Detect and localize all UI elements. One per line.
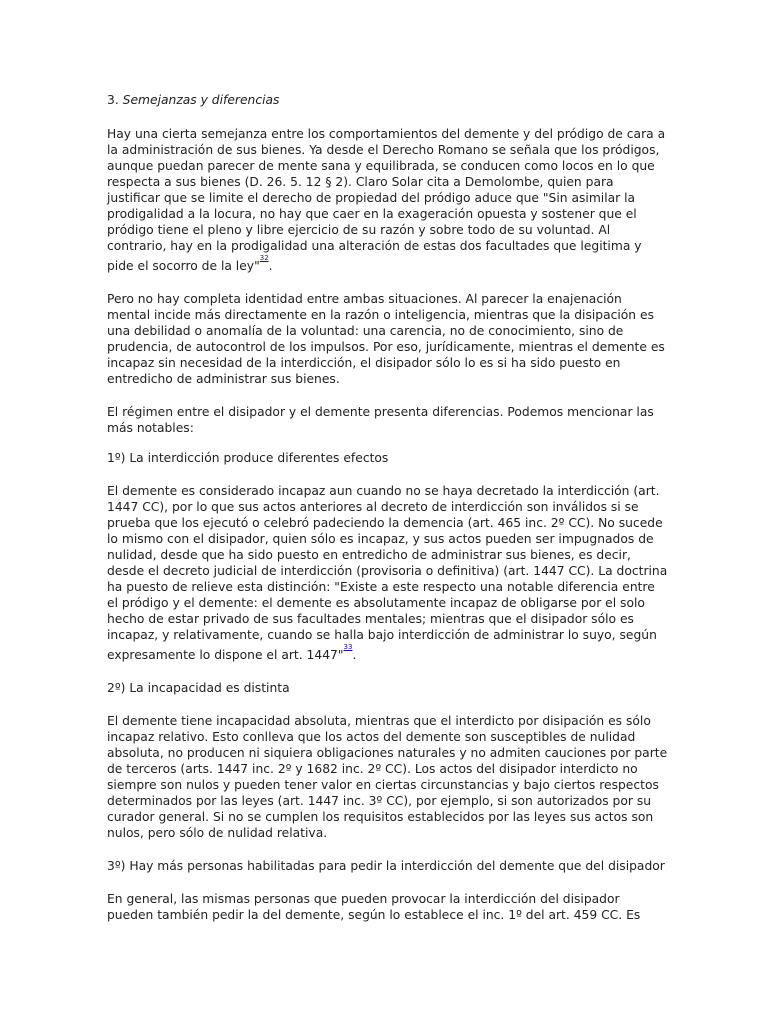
paragraph-4-end: .: [352, 648, 357, 663]
subheading-1: 1º) La interdicción produce diferentes efectos: [107, 451, 389, 466]
subheading-3: 3º) Hay más personas habilitadas para pedir la interdicción del demente que del disipador: [107, 859, 665, 874]
paragraph-4-text: El demente es considerado incapaz aun cuando no se haya decretado la interdicción (art. 1447 CC), por lo que sus actos anteriores al decreto de interdicción son inválidos si se prueba que los ejecutó o celebró padeciendo la demencia (art. 465 inc. 2º CC). No sucede lo mismo con el disipador, quien sólo es incapaz, y sus actos pueden ser impugnados de nulidad, desde que ha sido puesto en entredicho de administrar sus bienes, es decir, desde el decreto judicial de interdicción (provisoria o definitiva) (art. 1447 CC). La doctrina ha puesto de relieve esta distinción: "Existe a este respecto una notable diferencia entre el pródigo y el demente: el demente es absolutamente incapaz de obligarse por el solo hecho de estar privado de sus facultades mentales; mientras que el disipador sólo es incapaz, y relativamente, cuando se halla bajo interdicción de administrar lo suyo, según expresamente lo dispone el art. 1447": [107, 484, 668, 663]
paragraph-1-text: Hay una cierta semejanza entre los comportamientos del demente y del pródigo de cara a la administración de sus bienes. Ya desde el Derecho Romano se señala que los pródigos, aunque puedan parecer de mente sana y equilibrada, se conducen como locos en lo que respecta a sus bienes (D. 26. 5. 12 § 2). Claro Solar cita a Demolombe, quien para justificar que se limite el derecho de propiedad del pródigo aduce que "Sin asimilar la prodigalidad a la locura, no hay que caer en la exageración opuesta y sostener que el pródigo tiene el pleno y libre ejercicio de su razón y sobre todo de su voluntad. Al contrario, hay en la prodigalidad una alteración de estas dos facultades que legitima y pide el socorro de la ley": [107, 127, 666, 274]
footnote-link-32[interactable]: 32: [259, 254, 269, 262]
section-title: Semejanzas y diferencias: [122, 93, 280, 107]
paragraph-2: Pero no hay completa identidad entre ambas situaciones. Al parecer la enajenación mental incide más directamente en la razón o inteligencia, mientras que la disipación es una debilidad o anomalía de la voluntad: una carencia, no de conocimiento, sino de prudencia, de autocontrol de los impulsos. Por eso, jurídicamente, mientras el demente es incapaz sin necesidad de la interdicción, el disipador sólo lo es si ha sido puesto en entredicho de administrar sus bienes.: [107, 292, 665, 387]
section-number: 3.: [107, 93, 119, 107]
paragraph-3: El régimen entre el disipador y el demente presenta diferencias. Podemos mencionar las más notables:: [107, 405, 654, 436]
paragraph-4: [107, 483, 668, 663]
footnote-link-33[interactable]: 33: [343, 643, 353, 652]
paragraph-6: En general, las mismas personas que pueden provocar la interdicción del disipador pueden también pedir la del demente, según lo establece el inc. 1º del art. 459 CC. Es: [107, 892, 641, 923]
paragraph-1: [107, 126, 668, 274]
paragraph-1-end: .: [268, 259, 273, 274]
section-heading: [107, 92, 668, 108]
paragraph-5: El demente tiene incapacidad absoluta, mientras que el interdicto por disipación es sólo incapaz relativo. Esto conlleva que los actos del demente son susceptibles de nulidad absoluta, no producen ni siquiera obligaciones naturales y no admiten cauciones por parte de terceros (arts. 1447 inc. 2º y 1682 inc. 2º CC). Los actos del disipador interdicto no siempre son nulos y pueden tener valor en ciertas circunstancias y bajo ciertos respectos determinados por las leyes (art. 1447 inc. 3º CC), por ejemplo, si son autorizados por su curador general. Si no se cumplen los requisitos establecidos por las leyes sus actos son nulos, pero sólo de nulidad relativa.: [107, 714, 668, 841]
subheading-2: 2º) La incapacidad es distinta: [107, 681, 290, 696]
